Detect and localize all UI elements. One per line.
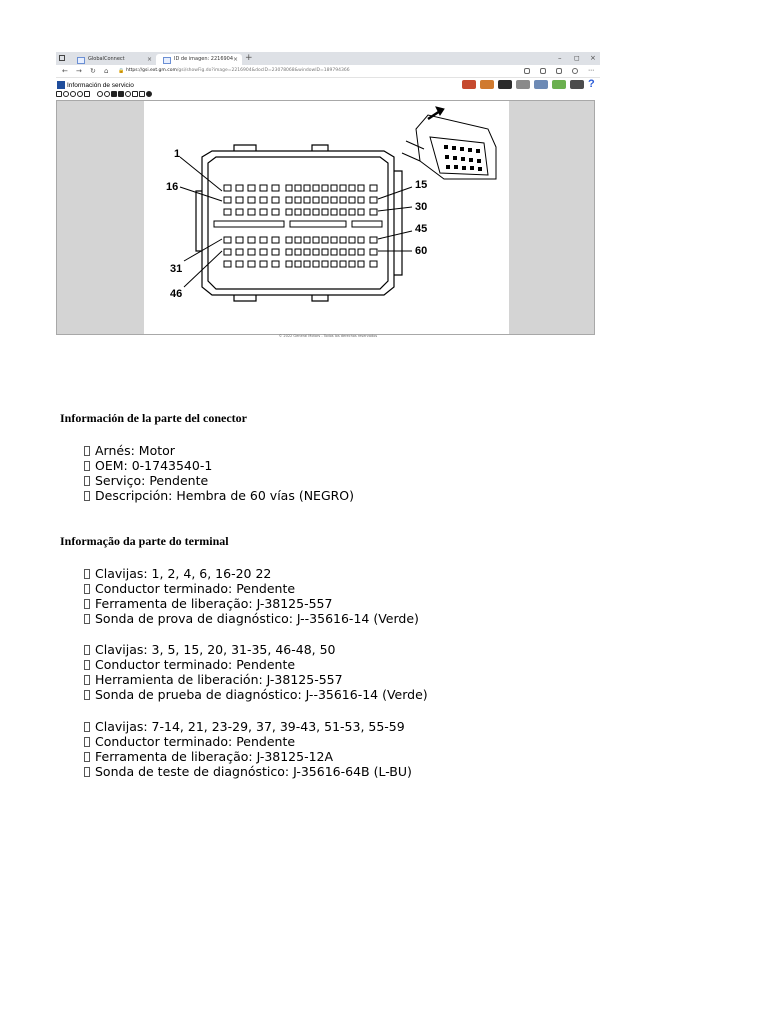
- list-item: Clavijas: 3, 5, 15, 20, 31-35, 46-48, 50: [84, 642, 428, 657]
- back-icon[interactable]: ←: [62, 67, 68, 75]
- list-item: Ferramenta de liberação: J-38125-12A: [84, 749, 412, 764]
- pan-icon[interactable]: [84, 91, 90, 97]
- pin-label-31: 31: [170, 263, 183, 275]
- connector-diagram: [144, 101, 509, 334]
- help-question-icon[interactable]: ?: [588, 78, 595, 90]
- list-item: Serviço: Pendente: [84, 473, 354, 488]
- bullet-glyph-icon: [84, 675, 90, 685]
- grid-icon[interactable]: [111, 91, 117, 97]
- more-icon[interactable]: ⋯: [588, 67, 594, 74]
- close-window-button[interactable]: ×: [590, 54, 596, 62]
- zoom-fit-icon[interactable]: [77, 91, 83, 97]
- tab-favicon-icon: [163, 57, 171, 64]
- fit-page-icon[interactable]: [118, 91, 124, 97]
- browser-titlebar: [56, 52, 600, 65]
- pin-label-15: 15: [415, 179, 428, 191]
- list-item: OEM: 0-1743540-1: [84, 458, 354, 473]
- close-tab-icon[interactable]: ×: [146, 56, 152, 63]
- copyright-text: © 2022 General Motors - Todos los derechos reservados: [278, 334, 378, 338]
- rotate-left-icon[interactable]: [97, 91, 103, 97]
- checklist-icon[interactable]: [552, 80, 566, 89]
- terminal-group-1: [84, 566, 419, 626]
- list-item: Clavijas: 7-14, 21, 23-29, 37, 39-43, 51-53, 55-59: [84, 719, 412, 734]
- list-item: Sonda de prueba de diagnóstico: J--35616-14 (Verde): [84, 687, 428, 702]
- bullet-glyph-icon: [84, 645, 90, 655]
- list-item: Herramienta de liberación: J-38125-557: [84, 672, 428, 687]
- help-icon[interactable]: [146, 91, 152, 97]
- window-menu-icon[interactable]: [59, 55, 65, 61]
- bullet-glyph-icon: [84, 614, 90, 624]
- list-item: Conductor terminado: Pendente: [84, 581, 419, 596]
- connector-perspective-inset: [402, 107, 496, 179]
- app-title: Información de servicio: [67, 82, 134, 89]
- tool-icon[interactable]: [516, 80, 530, 89]
- settings-icon[interactable]: [125, 91, 131, 97]
- pointer-tool-icon[interactable]: [56, 91, 62, 97]
- collections-icon[interactable]: [556, 68, 562, 74]
- app-header: [56, 78, 600, 100]
- list-item: Arnés: Motor: [84, 443, 354, 458]
- url-path: /gsi/showFig.do?image=2216904&docID=23078068&windowID=189794366: [176, 68, 350, 73]
- home-icon[interactable]: ⌂: [104, 67, 109, 75]
- list-item: Descripción: Hembra de 60 vías (NEGRO): [84, 488, 354, 503]
- list-item: Ferramenta de liberação: J-38125-557: [84, 596, 419, 611]
- lock-icon: 🔒: [118, 68, 125, 74]
- list-item: Sonda de prova de diagnóstico: J--35616-14 (Verde): [84, 611, 419, 626]
- bullet-glyph-icon: [84, 767, 90, 777]
- bullet-glyph-icon: [84, 446, 90, 456]
- profile-icon[interactable]: [572, 68, 578, 74]
- pin-label-60: 60: [415, 245, 428, 257]
- list-item: Conductor terminado: Pendente: [84, 657, 428, 672]
- bullet-glyph-icon: [84, 737, 90, 747]
- terminal-heading: Informação da parte do terminal: [60, 534, 229, 548]
- pin-label-45: 45: [415, 223, 428, 235]
- forward-icon[interactable]: →: [76, 67, 82, 75]
- bullet-glyph-icon: [84, 660, 90, 670]
- new-tab-button[interactable]: +: [245, 53, 253, 63]
- terminal-group-2: [84, 642, 428, 702]
- bullet-glyph-icon: [84, 752, 90, 762]
- diagram-panel: [144, 101, 509, 334]
- restore-button[interactable]: ◻: [574, 54, 580, 62]
- bullet-glyph-icon: [84, 569, 90, 579]
- list-item: Conductor terminado: Pendente: [84, 734, 412, 749]
- cart-icon[interactable]: [480, 80, 494, 89]
- tab-favicon-icon: [77, 57, 85, 64]
- tab-label: ID de imagen: 2216904: [174, 56, 234, 62]
- zoom-in-icon[interactable]: [63, 91, 69, 97]
- app-icons: [462, 80, 596, 89]
- connector-info-list: [84, 443, 354, 503]
- close-tab-icon[interactable]: ×: [232, 56, 238, 63]
- bullet-glyph-icon: [84, 584, 90, 594]
- bullet-glyph-icon: [84, 476, 90, 486]
- pin-label-16: 16: [166, 181, 179, 193]
- bullet-glyph-icon: [84, 461, 90, 471]
- rotate-right-icon[interactable]: [104, 91, 110, 97]
- connector-heading: Información de la parte del conector: [60, 411, 247, 425]
- vehicle-icon[interactable]: [570, 80, 584, 89]
- app-logo-icon: [57, 81, 65, 89]
- tab-globalconnect[interactable]: [70, 54, 156, 65]
- url-host: https://gsi.ext.gm.com: [126, 68, 177, 73]
- tab-image-id[interactable]: [156, 54, 242, 65]
- terminal-group-3: [84, 719, 412, 779]
- viewer-toolbar: [56, 91, 152, 99]
- minimize-button[interactable]: –: [558, 54, 562, 62]
- embedded-screenshot: [56, 52, 600, 340]
- browser-toolbar: [56, 65, 600, 78]
- zoom-out-icon[interactable]: [70, 91, 76, 97]
- display-icon[interactable]: [462, 80, 476, 89]
- pen-icon[interactable]: [139, 91, 145, 97]
- pin-label-1: 1: [174, 148, 181, 160]
- print-icon[interactable]: [132, 91, 138, 97]
- tab-label: GlobalConnect: [88, 56, 125, 62]
- search-icon[interactable]: [534, 80, 548, 89]
- list-item: Sonda de teste de diagnóstico: J-35616-64B (L-BU): [84, 764, 412, 779]
- binoculars-icon[interactable]: [498, 80, 512, 89]
- address-bar[interactable]: [126, 67, 510, 75]
- read-aloud-icon[interactable]: [524, 68, 530, 74]
- bullet-glyph-icon: [84, 722, 90, 732]
- reload-icon[interactable]: ↻: [90, 67, 96, 75]
- bullet-glyph-icon: [84, 599, 90, 609]
- favorite-star-icon[interactable]: [540, 68, 546, 74]
- bullet-glyph-icon: [84, 491, 90, 501]
- image-viewer[interactable]: [56, 100, 595, 335]
- list-item: Clavijas: 1, 2, 4, 6, 16-20 22: [84, 566, 419, 581]
- bullet-glyph-icon: [84, 690, 90, 700]
- pin-label-46: 46: [170, 288, 183, 300]
- pin-label-30: 30: [415, 201, 428, 213]
